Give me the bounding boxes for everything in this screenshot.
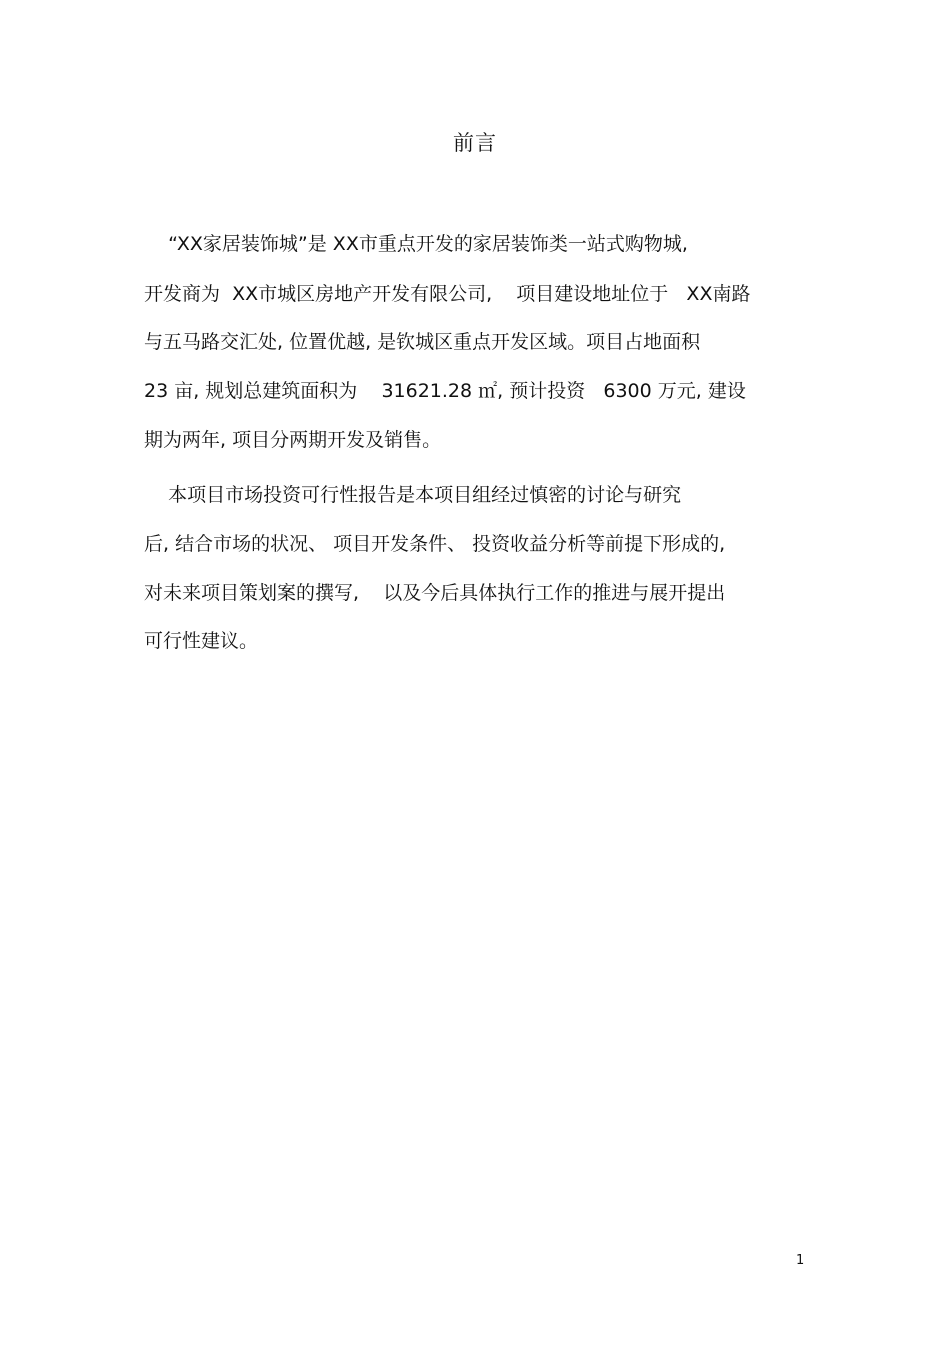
paragraph-line: 本项目市场投资可行性报告是本项目组经过慎密的讨论与研究: [144, 484, 682, 506]
paragraph-line: 可行性建议。: [144, 630, 259, 652]
page-title: 前言: [453, 131, 497, 155]
paragraph-line: 后, 结合市场的状况、 项目开发条件、 投资收益分析等前提下形成的,: [144, 533, 726, 555]
paragraph-line: 期为两年, 项目分两期开发及销售。: [144, 429, 442, 451]
paragraph-line: 与五马路交汇处, 位置优越, 是钦城区重点开发区域。项目占地面积: [144, 331, 701, 353]
paragraph-line: 23 亩, 规划总建筑面积为 31621.28 ㎡, 预计投资 6300 万元, 建设: [144, 380, 746, 402]
page-number: 1: [796, 1253, 805, 1268]
paragraph-line: 开发商为 XX市城区房地产开发有限公司, 项目建设地址位于 XX南路: [144, 283, 751, 305]
paragraph-line: “XX家居装饰城”是 XX市重点开发的家居装饰类一站式购物城,: [144, 233, 688, 255]
paragraph-line: 对未来项目策划案的撰写, 以及今后具体执行工作的推进与展开提出: [144, 582, 726, 604]
